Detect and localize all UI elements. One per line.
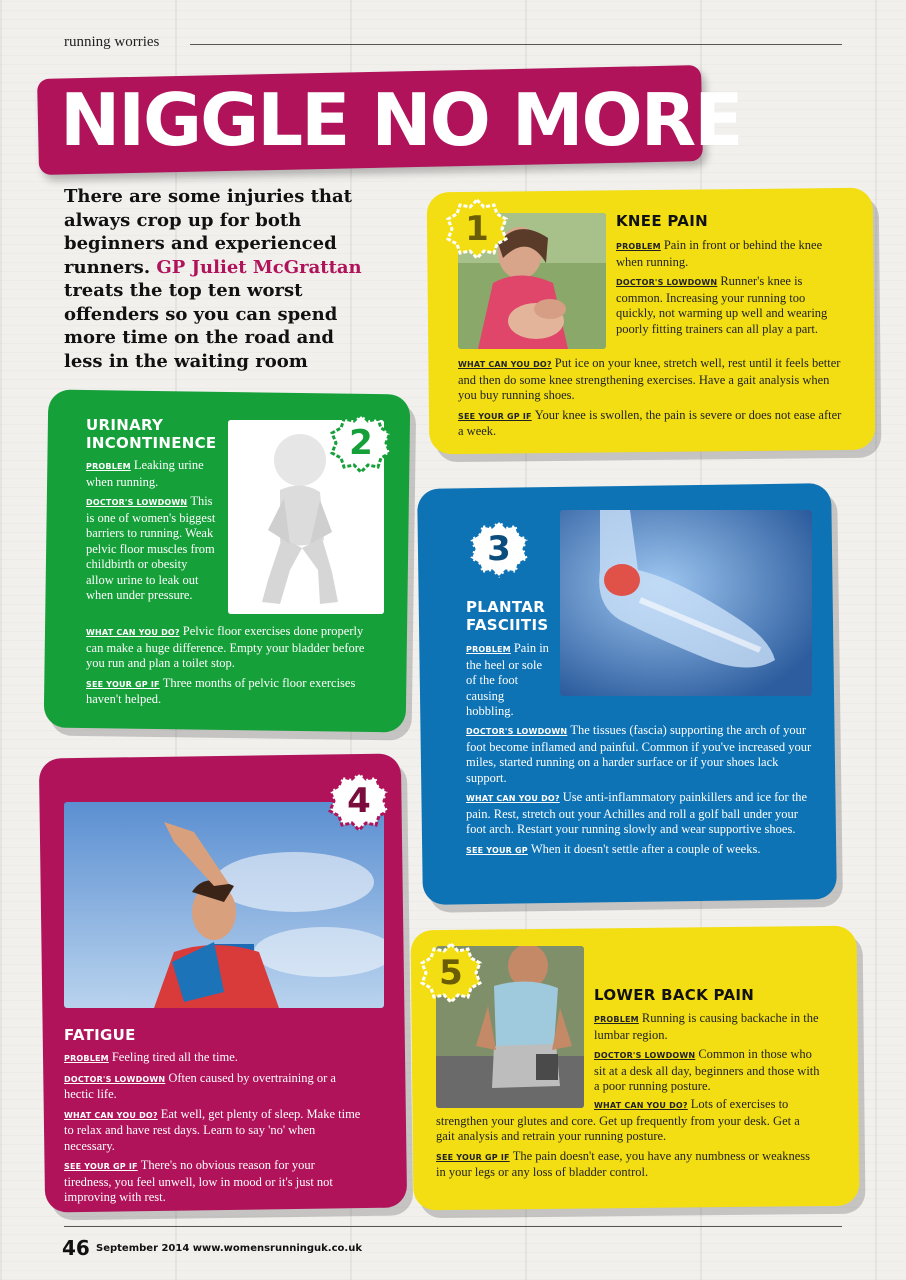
badge-number-2 [330,412,392,474]
what-label: WHAT CAN YOU DO? [594,1101,688,1110]
intro-text-end: treats the top ten worst offenders so you can spend more time on the road and less in the waiting room [64,280,338,372]
fatigue-title: FATIGUE [64,1026,136,1044]
badge-number-text: 5 [439,953,463,993]
badge-number-5 [420,942,482,1004]
gp-label: SEE YOUR GP IF [458,411,532,421]
badge-number-text: 4 [347,781,371,821]
intro-text-start: There are some injuries that always crop up for both beginners and experienced runners. [64,186,352,278]
badge-number-1 [446,198,508,260]
fatigue-what-text: Eat well, get plenty of sleep. Make time to relax and have rest days. Learn to say 'no' when necessary. [64,1106,361,1153]
lowdown-label: DOCTOR'S LOWDOWN [594,1051,696,1060]
plantar-what-text: Use anti-inflammatory painkillers and ice for the pain. Rest, stretch out your Achilles and roll a golf ball under your foot arch. Restart your running slowly and wear supportive shoes. [466,790,808,836]
urinary-problem-section [86,458,218,608]
urinary-title-line2: INCONTINENCE [86,434,217,452]
plantar-lowdown-text: The tissues (fascia) supporting the arch of your foot become inflamed and painful. Common if you've increased your miles, started running on a harder surface or if your shoes lack support. [466,723,812,785]
intro-paragraph [64,185,364,373]
footer-divider [64,1226,842,1227]
header-divider [190,44,842,45]
foot-xray-image [560,510,812,696]
lowdown-label: DOCTOR'S LOWDOWN [64,1074,166,1084]
what-label: WHAT CAN YOU DO? [458,360,552,369]
urinary-title-line1: URINARY [86,416,164,434]
urinary-title [86,416,216,452]
problem-label: PROBLEM [466,645,511,654]
problem-label: PROBLEM [616,242,661,251]
badge-number-4 [328,770,390,832]
fatigue-lowdown-text: Often caused by overtraining or a hectic life. [64,1070,336,1101]
lower-back-problem-section [594,1011,824,1099]
urinary-advice-section [86,624,378,712]
gp-label: SEE YOUR GP IF [64,1162,138,1171]
gp-label: SEE YOUR GP IF [86,679,160,689]
fatigue-gp-text: There's no obvious reason for your tiredness, you feel unwell, low in mood or it's just not improving with rest. [64,1158,333,1204]
plantar-title [466,598,548,634]
urinary-lowdown-text: This is one of women's biggest barriers to running. Weak pelvic floor muscles from childbirth or obesity allow urine to leak out when under pressure. [86,494,216,602]
problem-label: PROBLEM [64,1054,109,1063]
plantar-problem-section [466,641,550,724]
urinary-what-text: Pelvic floor exercises done properly can make a huge difference. Empty your bladder before you run and plan a toilet stop. [86,624,365,670]
knee-what-text: Put ice on your knee, stretch well, rest until it feels better and then do some knee strengthening exercises. Have a gait analysis when you buy running shoes. [458,356,841,402]
knee-pain-title: KNEE PAIN [616,212,708,230]
lower-back-title: LOWER BACK PAIN [594,986,755,1004]
what-label: WHAT CAN YOU DO? [64,1110,158,1120]
lowdown-label: DOCTOR'S LOWDOWN [86,498,188,507]
gp-label: SEE YOUR GP [466,845,528,855]
badge-number-3 [468,518,530,580]
badge-number-text: 3 [487,529,511,569]
badge-number-text: 1 [465,209,489,249]
knee-gp-text: Your knee is swollen, the pain is severe or does not ease after a week. [458,407,842,438]
page-title: NIGGLE NO MORE [60,78,742,162]
back-gp-text: The pain doesn't ease, you have any numbness or weakness in your legs or any loss of bladder control. [436,1148,810,1179]
problem-label: PROBLEM [594,1015,639,1024]
plantar-advice-section [466,723,812,862]
page-number: 46 [62,1236,90,1260]
fatigue-photo [64,802,384,1008]
fatigue-problem-text: Feeling tired all the time. [111,1050,238,1064]
plantar-problem-text: Pain in the heel or sole of the foot causing hobbling. [466,641,549,718]
back-what-text: Lots of exercises to strengthen your glutes and core. Get up frequently from your desk. Get a gait analysis and retrain your running posture. [436,1097,800,1143]
lower-back-advice-section [436,1097,812,1185]
knee-problem-text: Pain in front or behind the knee when running. [616,238,823,269]
fatigue-advice-section [64,1050,362,1210]
back-problem-text: Running is causing backache in the lumbar region. [594,1011,819,1042]
knee-pain-advice-section [458,356,842,444]
plantar-title-line1: PLANTAR [466,598,546,616]
section-label: running worries [64,34,160,50]
knee-pain-problem-section [616,238,842,341]
footer-issue-and-url: September 2014 www.womensrunninguk.co.uk [96,1243,362,1254]
what-label: WHAT CAN YOU DO? [86,628,180,637]
back-lowdown-text: Common in those who sit at a desk all day, beginners and those with a poor running posture. [594,1047,820,1093]
lowdown-label: DOCTOR'S LOWDOWN [466,727,568,736]
what-label: WHAT CAN YOU DO? [466,794,560,803]
knee-lowdown-text: Runner's knee is common. Increasing your running too quickly, not warming up well and wearing poorly fitting trainers can all play a part. [616,274,828,336]
plantar-gp-text: When it doesn't settle after a couple of weeks. [530,841,761,856]
problem-label: PROBLEM [86,462,131,471]
urinary-gp-text: Three months of pelvic floor exercises haven't helped. [86,675,356,706]
urinary-problem-text: Leaking urine when running. [86,458,204,489]
gp-label: SEE YOUR GP IF [436,1152,510,1162]
author-name: GP Juliet McGrattan [156,256,362,278]
lowdown-label: DOCTOR'S LOWDOWN [616,278,718,287]
badge-number-text: 2 [349,423,373,463]
plantar-title-line2: FASCIITIS [466,616,549,634]
